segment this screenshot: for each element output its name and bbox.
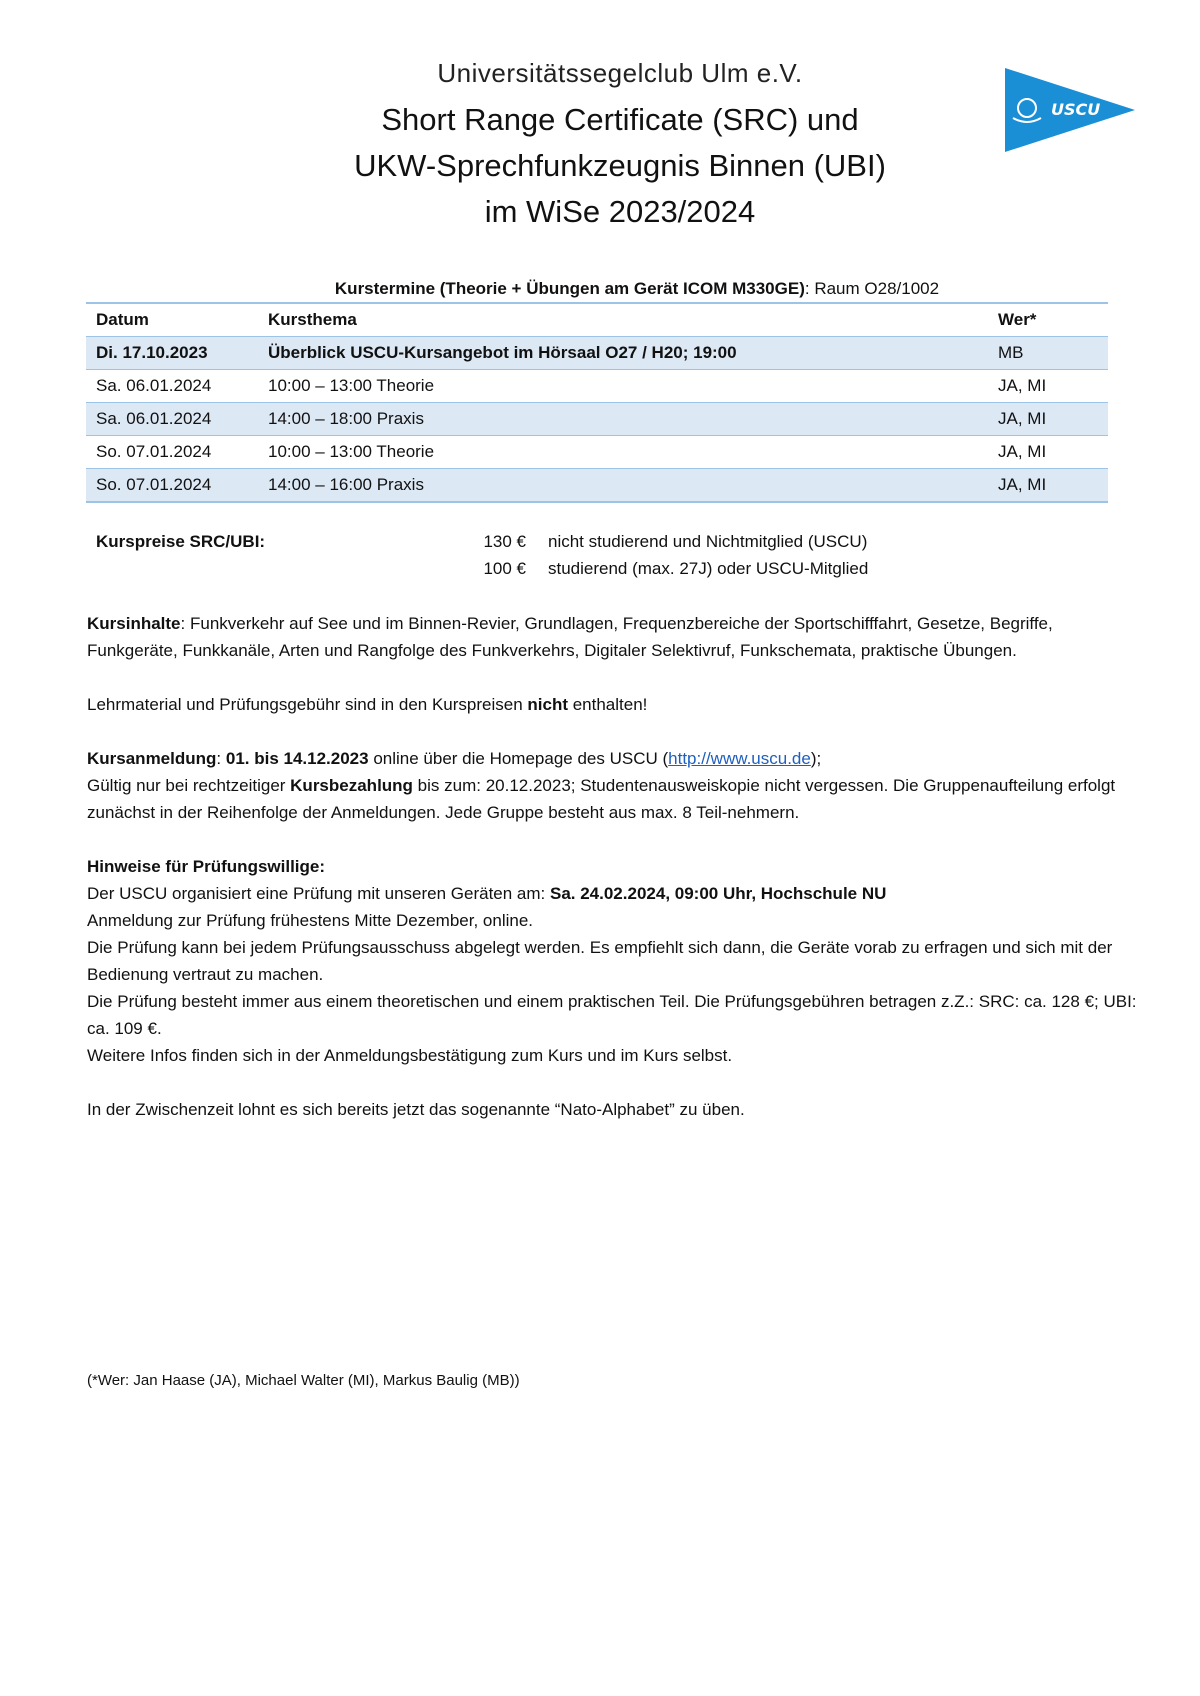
material-text: Lehrmaterial und Prüfungsgebühr sind in den Kurspreisen	[87, 695, 528, 714]
price-section	[96, 528, 1096, 582]
row-topic: 14:00 – 18:00 Praxis	[258, 403, 988, 436]
price-amount: 100 €	[483, 559, 526, 578]
column-header-date: Datum	[86, 303, 258, 337]
row-who: MB	[988, 337, 1108, 370]
table-row	[86, 370, 1108, 403]
schedule-caption-room: : Raum O28/1002	[804, 279, 940, 298]
price-row	[96, 528, 1096, 555]
table-row	[86, 436, 1108, 469]
registration-dates: 01. bis 14.12.2023	[225, 749, 369, 768]
exam-date-text: Der USCU organisiert eine Prüfung mit unseren Geräten am:	[87, 884, 550, 903]
row-date: Sa. 06.01.2024	[86, 370, 258, 403]
table-row	[86, 337, 1108, 370]
exam-committee-line: Die Prüfung kann bei jedem Prüfungsausschuss abgelegt werden. Es empfiehlt sich dann, die Geräte vorab zu erfragen und sich mit der Bedienung vertraut zu machen.	[87, 938, 1113, 984]
schedule-section	[86, 276, 1108, 503]
price-row	[96, 555, 1096, 582]
exam-separator-2: ,	[751, 884, 761, 903]
further-info-line: Weitere Infos finden sich in der Anmeldungsbestätigung zum Kurs und im Kurs selbst.	[87, 1046, 733, 1065]
exam-date: Sa. 24.02.2024	[549, 884, 666, 903]
price-description: studierend (max. 27J) oder USCU-Mitglied	[548, 559, 869, 578]
material-text-end: enthalten!	[568, 695, 648, 714]
row-who: JA, MI	[988, 370, 1108, 403]
price-description: nicht studierend und Nichtmitglied (USCU)	[548, 532, 868, 551]
row-date: So. 07.01.2024	[86, 436, 258, 469]
row-topic: 10:00 – 13:00 Theorie	[258, 436, 988, 469]
row-topic: 14:00 – 16:00 Praxis	[258, 469, 988, 503]
exam-time: 09:00 Uhr	[674, 884, 752, 903]
registration-separator: :	[216, 749, 226, 768]
title-line-3: im WiSe 2023/2024	[484, 194, 756, 229]
row-topic: Überblick USCU-Kursangebot im Hörsaal O27 / H20; 19:00	[258, 337, 988, 370]
payment-text-end: bis zum: 20.12.2023; Studentenausweiskopie nicht vergessen. Die Gruppenaufteilung erfolgt zunächst in der Reihenfolge der Anmeldungen. Jede Gruppe besteht aus max. 8 Teil-nehmern.	[87, 776, 1116, 822]
column-header-who: Wer*	[988, 303, 1108, 337]
document-body	[87, 610, 1147, 1123]
price-label: Kurspreise SRC/UBI:	[96, 532, 266, 551]
table-row	[86, 469, 1108, 503]
schedule-caption-bold: Kurstermine (Theorie + Übungen am Gerät ICOM M330GE)	[334, 279, 805, 298]
row-who: JA, MI	[988, 436, 1108, 469]
row-date: Di. 17.10.2023	[86, 337, 258, 370]
homepage-link[interactable]: http://www.uscu.de	[668, 749, 811, 768]
table-header-row	[86, 303, 1108, 337]
payment-text: Gültig nur bei rechtzeitiger	[87, 776, 291, 795]
exam-separator-1: ,	[665, 884, 675, 903]
club-name: Universitätssegelclub Ulm e.V.	[437, 58, 803, 88]
schedule-caption	[86, 276, 1108, 302]
registration-end: );	[810, 749, 822, 768]
course-contents-paragraph	[87, 610, 1147, 664]
title-line-2: UKW-Sprechfunkzeugnis Binnen (UBI)	[354, 148, 886, 183]
row-who: JA, MI	[988, 403, 1108, 436]
material-emphasis: nicht	[527, 695, 568, 714]
exam-fees-line: Die Prüfung besteht immer aus einem theoretischen und einem praktischen Teil. Die Prüfungsgebühren betragen z.Z.: SRC: ca. 128 €; UBI: ca. 109 €.	[87, 992, 1137, 1038]
exam-date-line	[87, 880, 1147, 907]
course-contents-label: Kursinhalte	[87, 614, 181, 633]
column-header-topic: Kursthema	[258, 303, 988, 337]
nato-alphabet-line: In der Zwischenzeit lohnt es sich bereits jetzt das sogenannte “Nato-Alphabet” zu üben.	[87, 1100, 745, 1119]
exam-hints-heading: Hinweise für Prüfungswillige:	[87, 857, 326, 876]
material-note	[87, 691, 1147, 718]
logo-text: USCU	[1051, 100, 1101, 119]
row-date: Sa. 06.01.2024	[86, 403, 258, 436]
course-contents-text: : Funkverkehr auf See und im Binnen-Revier, Grundlagen, Frequenzbereiche der Sportschifffahrt, Gesetze, Begriffe, Funkgeräte, Funkkanäle, Arten und Rangfolge des Funkverkehrs, Digitaler Selektivruf, Funkschemata, praktische Übungen.	[87, 614, 1053, 660]
registration-paragraph	[87, 745, 1147, 826]
footnote: (*Wer: Jan Haase (JA), Michael Walter (MI), Markus Baulig (MB))	[87, 1372, 520, 1389]
row-topic: 10:00 – 13:00 Theorie	[258, 370, 988, 403]
schedule-table	[86, 302, 1108, 503]
row-date: So. 07.01.2024	[86, 469, 258, 503]
exam-registration-line: Anmeldung zur Prüfung frühestens Mitte Dezember, online.	[87, 911, 534, 930]
table-row	[86, 403, 1108, 436]
registration-label: Kursanmeldung	[87, 749, 217, 768]
title-line-1: Short Range Certificate (SRC) und	[381, 102, 859, 137]
payment-emphasis: Kursbezahlung	[290, 776, 413, 795]
row-who: JA, MI	[988, 469, 1108, 503]
price-amount: 130 €	[483, 532, 526, 551]
uscu-logo	[1005, 68, 1135, 152]
exam-location: Hochschule NU	[760, 884, 887, 903]
registration-text: online über die Homepage des USCU (	[368, 749, 669, 768]
